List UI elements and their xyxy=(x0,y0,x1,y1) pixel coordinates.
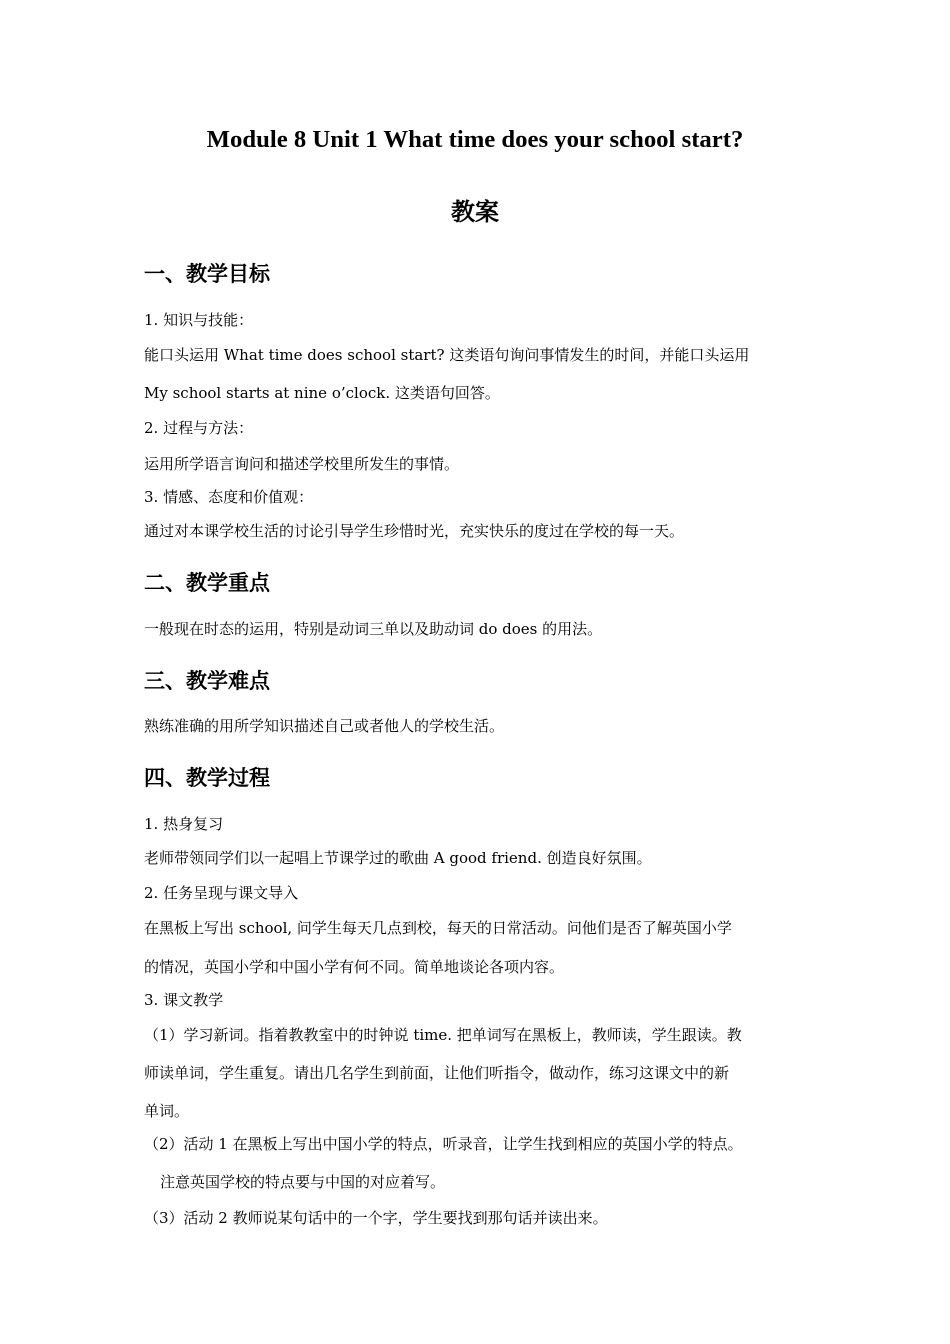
section-heading-process: 四、教学过程 xyxy=(144,766,270,790)
document-title: Module 8 Unit 1 What time does your school start? xyxy=(206,126,744,153)
paragraph-line: 在黑板上写出 school, 问学生每天几点到校，每天的日常活动。问他们是否了解英国小学 xyxy=(144,919,732,937)
document-subtitle: 教案 xyxy=(451,198,499,226)
paragraph-line: 1. 热身复习 xyxy=(144,815,224,833)
section-heading-key-points: 二、教学重点 xyxy=(144,571,270,595)
paragraph-line: 通过对本课学校生活的讨论引导学生珍惜时光，充实快乐的度过在学校的每一天。 xyxy=(144,522,685,540)
paragraph-line: 能口头运用 What time does school start? 这类语句询问事情发生的时间，并能口头运用 xyxy=(144,346,750,364)
paragraph-line: （2）活动 1 在黑板上写出中国小学的特点，听录音，让学生找到相应的英国小学的特点。 xyxy=(144,1135,743,1153)
paragraph-line: 3. 情感、态度和价值观： xyxy=(144,488,314,506)
paragraph-line: 运用所学语言询问和描述学校里所发生的事情。 xyxy=(144,455,460,473)
paragraph-line: 的情况，英国小学和中国小学有何不同。简单地谈论各项内容。 xyxy=(144,958,565,976)
paragraph-line: （3）活动 2 教师说某句话中的一个字，学生要找到那句话并读出来。 xyxy=(144,1209,608,1227)
paragraph-line: My school starts at nine o’clock. 这类语句回答。 xyxy=(144,384,500,402)
section-heading-difficulties: 三、教学难点 xyxy=(144,669,270,693)
paragraph-line: 一般现在时态的运用，特别是动词三单以及助动词 do does 的用法。 xyxy=(144,620,603,638)
paragraph-line: 3. 课文教学 xyxy=(144,991,224,1009)
paragraph-line: 2. 任务呈现与课文导入 xyxy=(144,884,299,902)
paragraph-line: 师读单词，学生重复。请出几名学生到前面，让他们听指令，做动作，练习这课文中的新 xyxy=(144,1064,730,1082)
paragraph-line: 熟练准确的用所学知识描述自己或者他人的学校生活。 xyxy=(144,717,505,735)
paragraph-line: 单词。 xyxy=(144,1102,190,1120)
paragraph-line: 2. 过程与方法： xyxy=(144,419,254,437)
section-heading-objectives: 一、教学目标 xyxy=(144,262,270,286)
paragraph-line: 注意英国学校的特点要与中国的对应着写。 xyxy=(160,1173,446,1191)
paragraph-line: 1. 知识与技能： xyxy=(144,311,254,329)
paragraph-line: 老师带领同学们以一起唱上节课学过的歌曲 A good friend. 创造良好氛围。 xyxy=(144,849,652,867)
paragraph-line: （1）学习新词。指着教教室中的时钟说 time. 把单词写在黑板上，教师读，学生跟读。教 xyxy=(144,1026,742,1044)
